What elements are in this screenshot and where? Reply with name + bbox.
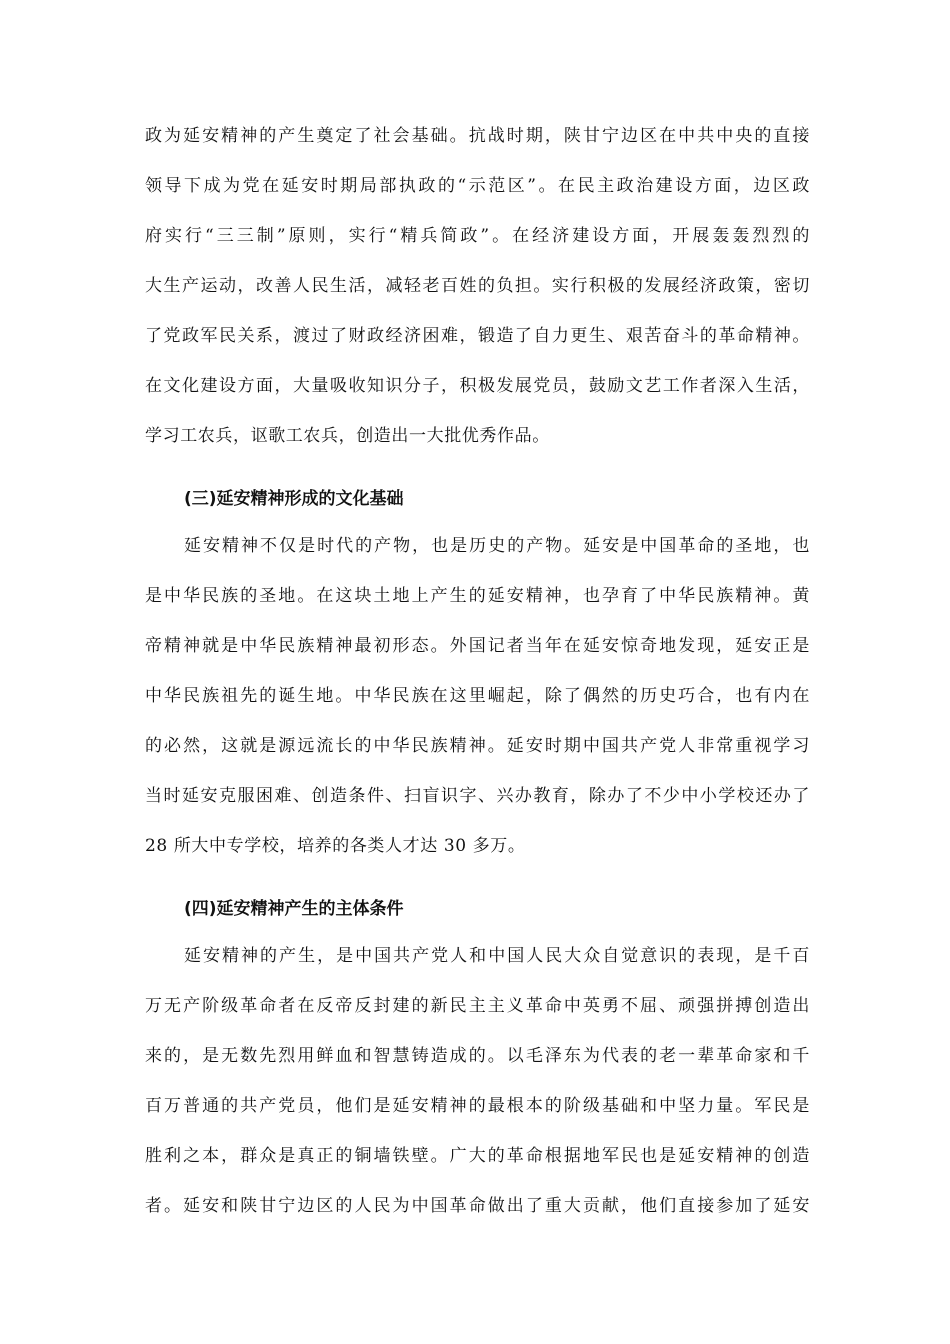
text-line: 延安精神的产生，是中国共产党人和中国人民大众自觉意识的表现，是千百 xyxy=(184,946,810,966)
text-line: 胜利之本，群众是真正的铜墙铁壁。广大的革命根据地军民也是延安精神的创造 xyxy=(145,1146,810,1166)
text-line: 在文化建设方面，大量吸收知识分子，积极发展党员，鼓励文艺工作者深入生活， xyxy=(145,376,810,396)
text-line: 当时延安克服困难、创造条件、扫盲识字、兴办教育，除办了不少中小学校还办了 xyxy=(145,786,810,806)
section-heading-4: (四)延安精神产生的主体条件 xyxy=(184,899,404,919)
text-line: 帝精神就是中华民族精神最初形态。外国记者当年在延安惊奇地发现，延安正是 xyxy=(145,636,810,656)
text-line: 大生产运动，改善人民生活，减轻老百姓的负担。实行积极的发展经济政策，密切 xyxy=(145,276,810,296)
text-line: 百万普通的共产党员，他们是延安精神的最根本的阶级基础和中坚力量。军民是 xyxy=(145,1096,810,1116)
text-line: 是中华民族的圣地。在这块土地上产生的延安精神，也孕育了中华民族精神。黄 xyxy=(145,586,810,606)
text-line: 领导下成为党在延安时期局部执政的“示范区”。在民主政治建设方面，边区政 xyxy=(145,176,810,196)
text-line: 学习工农兵，讴歌工农兵，创造出一大批优秀作品。 xyxy=(145,426,550,446)
text-line: 28 所大中专学校，培养的各类人才达 30 多万。 xyxy=(145,836,526,856)
section-heading-3: (三)延安精神形成的文化基础 xyxy=(184,489,404,509)
text-line: 来的，是无数先烈用鲜血和智慧铸造成的。以毛泽东为代表的老一辈革命家和千 xyxy=(145,1046,810,1066)
text-line: 了党政军民关系，渡过了财政经济困难，锻造了自力更生、艰苦奋斗的革命精神。 xyxy=(145,326,810,346)
text-line: 延安精神不仅是时代的产物，也是历史的产物。延安是中国革命的圣地，也 xyxy=(184,536,810,556)
text-line: 中华民族祖先的诞生地。中华民族在这里崛起，除了偶然的历史巧合，也有内在 xyxy=(145,686,810,706)
text-line: 府实行“三三制”原则，实行“精兵简政”。在经济建设方面，开展轰轰烈烈的 xyxy=(145,226,810,246)
text-line: 者。延安和陕甘宁边区的人民为中国革命做出了重大贡献，他们直接参加了延安 xyxy=(145,1196,810,1216)
text-line: 政为延安精神的产生奠定了社会基础。抗战时期，陕甘宁边区在中共中央的直接 xyxy=(145,126,810,146)
text-line: 的必然，这就是源远流长的中华民族精神。延安时期中国共产党人非常重视学习 xyxy=(145,736,810,756)
text-line: 万无产阶级革命者在反帝反封建的新民主主义革命中英勇不屈、顽强拼搏创造出 xyxy=(145,996,810,1016)
